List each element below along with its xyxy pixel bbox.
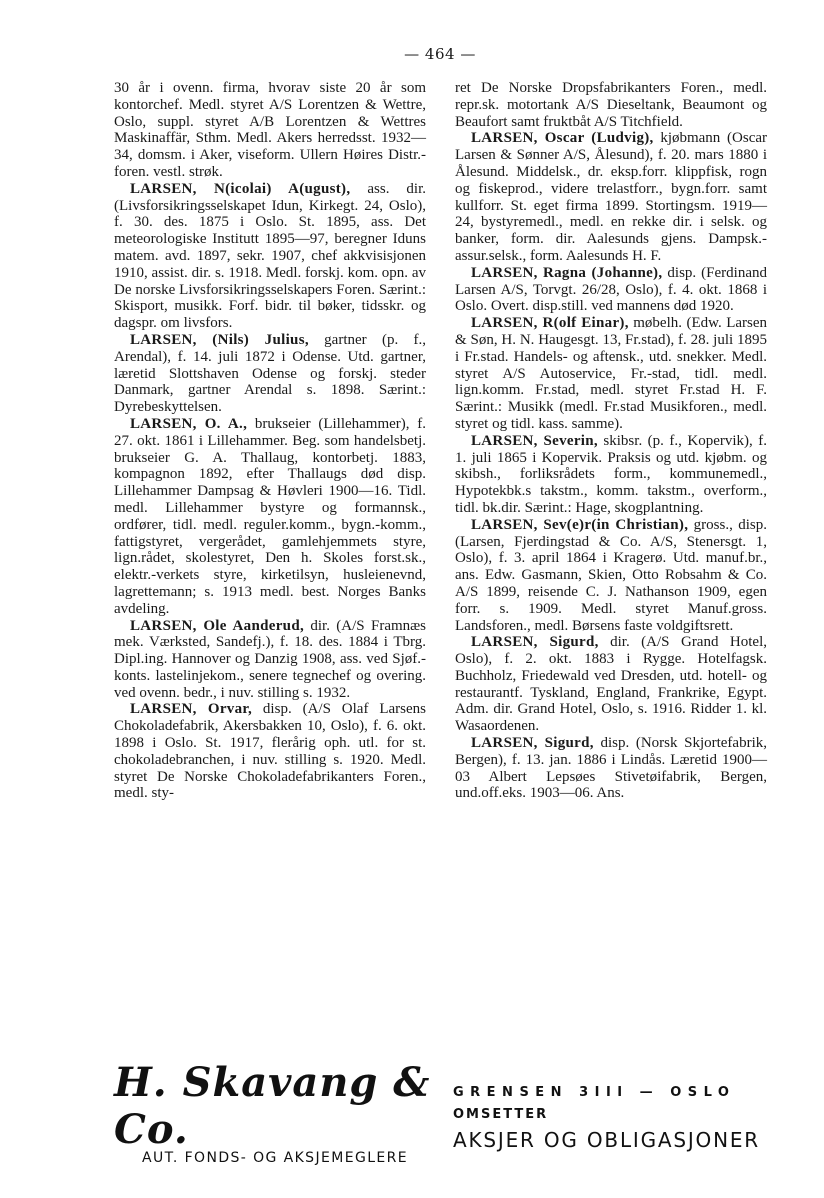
entry-text: ret De Norske Dropsfabrikanters Foren., medl. repr.sk. motortank A/S Dieseltank, Beaumont og Beaufort samt fruktbåt A/S Titchfield. [455,80,767,130]
entry-text: disp. (A/S Olaf Larsens Chokoladefabrik, Akersbakken 10, Oslo), f. 6. okt. 1898 i Oslo. St. 1917, flerårig oph. utl. for st. chokoladebranchen, i nuv. stilling s. 1920. Medl. styret De Norske Chokoladefabrikanters Foren., medl. sty- [114,701,426,802]
biography-entry [455,315,767,433]
page-number: — 464 — [404,45,476,63]
entry-text: brukseier (Lillehammer), f. 27. okt. 1861 i Lillehammer. Beg. som handelsbetj. brukseier G. A. Thallaug, kontorbetj. 1883, kompagnon 1892, efter Thallaugs død disp. Lillehammer Dampsag & Høvleri 1900—16. Tidl. medl. Lillehammer bystyre og formannsk., ordfører, tidl. medl. reguler.komm., bygn.-komm., fattigstyret, vergerådet, gamlehjemmets styre, lign.rådet, skolestyret, Den h. Skoles forst.sk., elektr.-verkets styre, kirketilsyn, husleienevnd, lagrettemann; s. 1913 medl. best. Norges Banks avdeling. [114,415,426,617]
entry-name: LARSEN, Ole Aanderud, [130,617,305,634]
entry-name: LARSEN, Sev(e)r(in Christian), [471,516,689,533]
broker-address: GRENSEN 3III — OSLO [453,1085,736,1100]
entry-text: dir. (A/S Framnæs mek. Værksted, Sandefj.), f. 18. des. 1884 i Tbrg. Dipl.ing. Hannover og Danzig 1908, ass. ved Sjøf.-konts. lastelinjekom., senere tegnechef og overing. ved ovenn. bedr., i nuv. stilling s. 1932. [114,617,426,701]
entry-text: dir. (A/S Grand Hotel, Oslo), f. 2. okt. 1883 i Rygge. Hotelfagsk. Buchholz, Friedewald ved Dresden, utd. hotell- og restaurantf. Tyskland, England, Frankrike, Egypt. Adm. dir. Grand Hotel, Oslo, s. 1916. Ridder 1. kl. Wasaordenen. [455,634,768,735]
biography-entry [455,433,767,517]
entry-text: gartner (p. f., Arendal), f. 14. juli 1872 i Odense. Utd. gartner, læretid Slottshaven Odense og forskj. steder Danmark, gartner Arendal s. 1898. Særint.: Dyrebeskyttelsen. [114,331,426,416]
broker-aksjer: AKSJER OG OBLIGASJONER [453,1128,760,1152]
entry-name: LARSEN, R(olf Einar), [471,315,629,332]
entry-name: LARSEN, (Nils) Julius, [130,331,309,348]
entry-text: ass. dir. (Livsforsikringsselskapet Idun, Kirkegt. 24, Oslo), f. 30. des. 1875 i Oslo. St. 1895, ass. Det meteorologiske Institutt 1895—97, beregner Iduns matem. avd. 1897, sekr. 1907, chef akkvisisjonen 1910, assist. dir. s. 1918. Medl. forskj. kom. opn. av De norske Livsforsikringsselskapers Foren. Særint.: Skisport, musikk. Forf. bidr. til bøker, tidsskr. og dagspr. om livsfors. [114,180,426,332]
entry-continuation [114,80,426,181]
biography-entry [114,181,426,332]
entry-name: LARSEN, Oscar (Ludvig), [471,130,654,147]
entry-name: LARSEN, O. A., [130,415,248,432]
biography-entry [455,735,767,802]
entry-name: LARSEN, N(icolai) A(ugust), [130,180,351,197]
entry-name: LARSEN, Orvar, [130,701,253,718]
entry-name: LARSEN, Severin, [471,432,598,449]
biography-entry [455,517,767,635]
entry-name: LARSEN, Sigurd, [471,634,599,651]
biography-entry [114,332,426,416]
biography-entry [455,265,767,315]
broker-omsetter: OMSETTER [453,1107,549,1122]
entry-continuation [455,80,767,130]
entry-text: skibsr. (p. f., Kopervik), f. 1. juli 1865 i Kopervik. Praksis og utd. kjøbm. og skibsh., forliksrådets form., kommunemedl., Hypotekbk.s takstm., komm. takstm., overform., tidl. bk.dir. Særint.: Hage, skogplantning. [455,432,767,516]
entry-text: disp. (Ferdinand Larsen A/S, Torvgt. 26/28, Oslo), f. 4. okt. 1868 i Oslo. Overt. disp.still. ved mannens død 1920. [455,264,767,315]
left-column [114,80,426,802]
biography-entry [114,416,426,618]
entry-text: 30 år i ovenn. firma, hvorav siste 20 år som kontorchef. Medl. styret A/S Lorentzen & Wettre, Oslo, suppl. styret A/B Lorentzen & Wettres Maskinaffär, Sthm. Medl. Akers herredsst. 1932—34, domsm. i Aker, viseform. Ullern Høires Distr.-foren. vestl. strøk. [114,80,426,180]
biography-entry [114,701,426,802]
biography-entry [455,130,767,264]
entry-name: LARSEN, Sigurd, [471,735,594,752]
broker-tagline: AUT. FONDS- OG AKSJEMEGLERE [141,1150,409,1166]
biography-entry [114,618,426,702]
entry-text: disp. (Norsk Skjortefabrik, Bergen), f. 13. jan. 1886 i Lindås. Læretid 1900—03 Albert Lepsøes Stivetøifabrik, Bergen, und.off.eks. 1903—06. Ans. [455,735,768,802]
right-column [455,80,767,802]
entry-text: gross., disp. (Larsen, Fjerdingstad & Co. A/S, Stenersgt. 1, Oslo), f. 3. april 1864 i Kragerø. Utd. manuf.br., ans. Edw. Gasmann, Skien, Otto Robsahm & Co. A/S 1899, reisende C. J. Nathanson 1909, egen forr. s. 1909. Medl. styret Manuf.gross. Landsforen., medl. Børsens faste voldgiftsrett. [455,516,767,634]
entry-text: kjøbmann (Oscar Larsen & Sønner A/S, Ålesund), f. 20. mars 1880 i Ålesund. Middelsk., dr. eksp.forr. klippfisk, rogn og fiskeprod., videre trelastforr., bygn.forr. samt kullforr. St. eget firma 1899. Stortingsm. 1919—24, bystyremedl., medl. en rekke dir. i selsk. og banker, form. dir. Aalesunds gjens. Dampsk.-assur.selsk., form. Aalesunds H. F. [455,130,767,264]
skavang-logo: H. Skavang & Co. [114,1059,431,1153]
entry-text: møbelh. (Edw. Larsen & Søn, H. N. Haugesgt. 13, Fr.stad), f. 28. juli 1895 i Fr.stad. Handels- og aftensk., utd. snekker. Medl. styret A/S Autoservice, Fr.-stad, tidl. medl. lign.komm. Fr.stad, medl. styret Fr.stad H. F. Særint.: Musikk (medl. Fr.stad Musikforen., medl. styret og tidl. kass. samme). [455,315,768,432]
entry-name: LARSEN, Ragna (Johanne), [471,264,663,281]
biography-entry [455,634,767,735]
